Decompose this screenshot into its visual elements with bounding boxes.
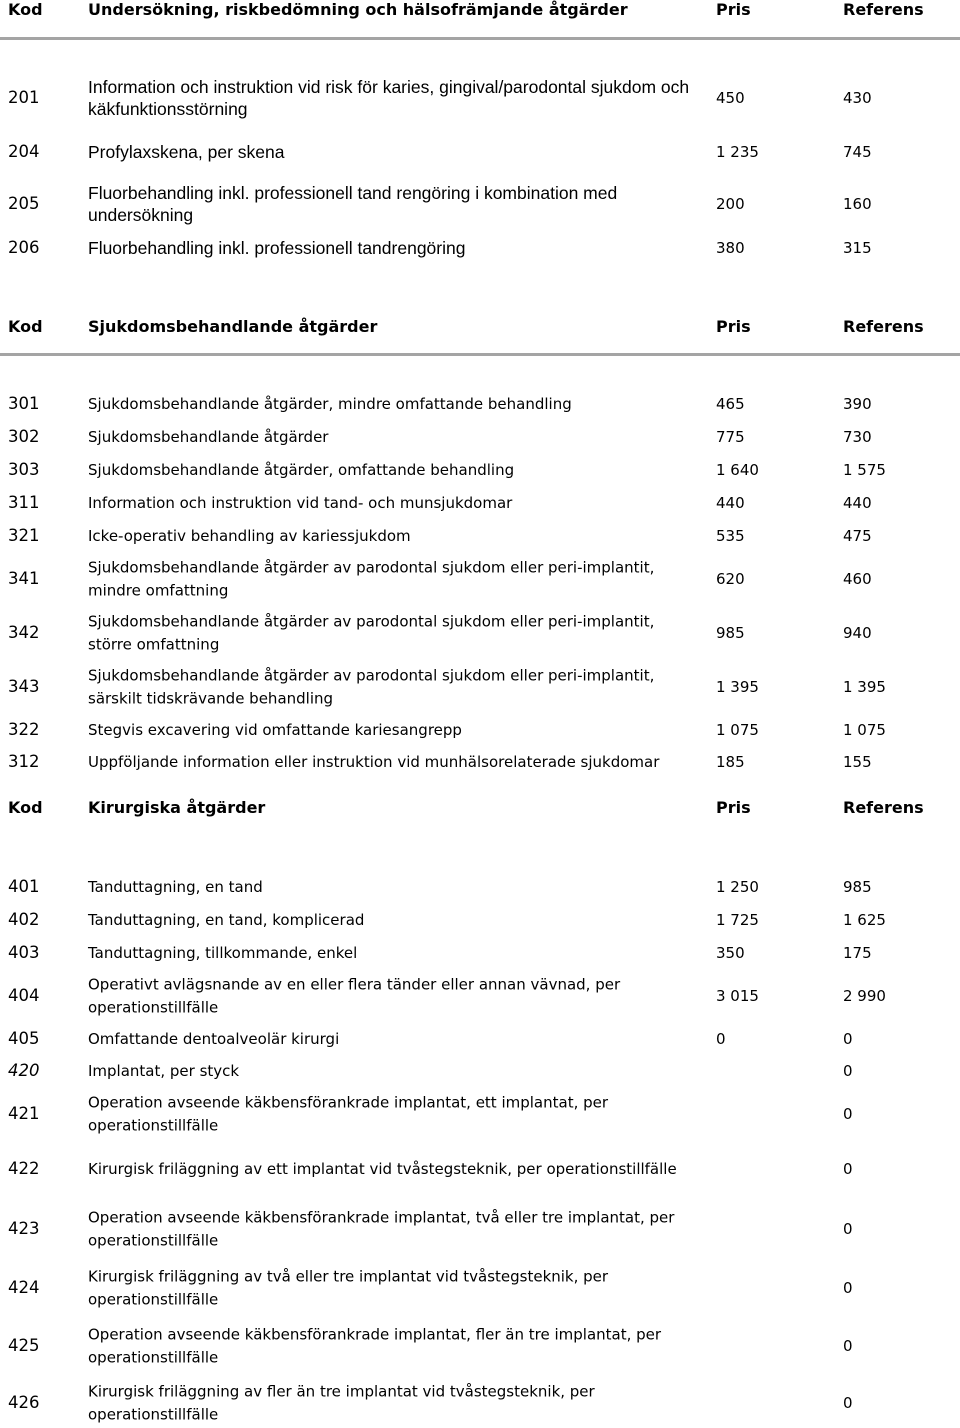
table-row (0, 941, 960, 965)
table-row (0, 664, 960, 710)
section-title: Undersökning, riskbedömning och hälsofrämjande åtgärder (88, 0, 628, 19)
column-header-code: Kod (8, 0, 43, 19)
description-line: Tanduttagning, en tand, komplicerad (88, 910, 365, 929)
table-row (0, 556, 960, 602)
price-cell: 3 015 (716, 987, 759, 1005)
code-cell: 311 (8, 493, 40, 512)
code-cell: 405 (8, 1029, 40, 1048)
code-cell: 341 (8, 569, 40, 588)
reference-cell: 175 (843, 944, 872, 962)
description-cell (88, 751, 659, 774)
description-cell (88, 141, 285, 163)
description-line: Kirurgisk friläggning av två eller tre implantat vid tvåstegsteknik, per (88, 1267, 609, 1286)
code-cell: 425 (8, 1336, 40, 1355)
reference-cell: 155 (843, 753, 872, 771)
price-cell: 200 (716, 195, 745, 213)
description-cell (88, 1266, 608, 1311)
code-cell: 206 (8, 238, 40, 257)
table-row (0, 1206, 960, 1252)
reference-cell: 0 (843, 1030, 853, 1048)
code-cell: 422 (8, 1159, 40, 1178)
description-cell (88, 237, 465, 259)
code-cell: 303 (8, 460, 40, 479)
code-cell: 205 (8, 194, 40, 213)
reference-cell: 1 395 (843, 678, 886, 696)
description-line: Information och instruktion vid tand- och munsjukdomar (88, 493, 513, 512)
table-row (0, 75, 960, 121)
description-line: Uppföljande information eller instruktion vid munhälsorelaterade sjukdomar (88, 752, 660, 771)
price-cell: 1 235 (716, 143, 759, 161)
reference-cell: 0 (843, 1279, 853, 1297)
description-cell (88, 1060, 239, 1083)
column-header-price: Pris (716, 798, 751, 817)
description-line: operationstillfälle (88, 1290, 219, 1308)
code-cell: 343 (8, 677, 40, 696)
description-line: Kirurgisk friläggning av fler än tre implantat vid tvåstegsteknik, per (88, 1382, 595, 1401)
table-row (0, 458, 960, 482)
section-title: Kirurgiska åtgärder (88, 798, 266, 817)
code-cell: 423 (8, 1219, 40, 1238)
description-line: käkfunktionsstörning (88, 99, 248, 119)
description-line: Operativt avlägsnande av en eller flera tänder eller annan vävnad, per (88, 975, 621, 994)
description-line: Profylaxskena, per skena (88, 142, 285, 162)
table-row (0, 1027, 960, 1051)
price-cell: 1 075 (716, 721, 759, 739)
price-cell: 985 (716, 624, 745, 642)
description-line: Stegvis excavering vid omfattande kariesangrepp (88, 720, 462, 739)
column-header-reference: Referens (843, 317, 924, 336)
reference-cell: 940 (843, 624, 872, 642)
price-cell: 0 (716, 1030, 726, 1048)
description-line: Information och instruktion vid risk för karies, gingival/parodontal sjukdom och (88, 77, 690, 97)
description-cell (88, 182, 617, 226)
table-row (0, 491, 960, 515)
column-header-code: Kod (8, 317, 43, 336)
description-line: Implantat, per styck (88, 1061, 240, 1080)
table-row (0, 750, 960, 774)
table-row (0, 1091, 960, 1137)
reference-cell: 1 075 (843, 721, 886, 739)
code-cell: 403 (8, 943, 40, 962)
reference-cell: 2 990 (843, 987, 886, 1005)
code-cell: 420 (8, 1061, 40, 1080)
table-row (0, 392, 960, 416)
code-cell: 421 (8, 1104, 40, 1123)
price-cell: 465 (716, 395, 745, 413)
description-line: Operation avseende käkbensförankrade implantat, fler än tre implantat, per (88, 1325, 662, 1344)
description-cell (88, 525, 411, 548)
description-line: Sjukdomsbehandlande åtgärder av parodontal sjukdom eller peri-implantit, (88, 558, 655, 577)
reference-cell: 1 575 (843, 461, 886, 479)
section-header (0, 317, 960, 337)
description-line: Operation avseende käkbensförankrade implantat, ett implantat, per (88, 1093, 609, 1112)
description-cell (88, 876, 263, 899)
reference-cell: 315 (843, 239, 872, 257)
table-row (0, 1059, 960, 1083)
code-cell: 322 (8, 720, 40, 739)
description-line: Omfattande dentoalveolär kirurgi (88, 1029, 340, 1048)
table-row (0, 425, 960, 449)
description-line: Fluorbehandling inkl. professionell tandrengöring (88, 238, 466, 258)
reference-cell: 0 (843, 1394, 853, 1412)
price-cell: 535 (716, 527, 745, 545)
description-cell (88, 1028, 339, 1051)
description-cell (88, 459, 514, 482)
description-line: Operation avseende käkbensförankrade implantat, två eller tre implantat, per (88, 1208, 675, 1227)
description-cell (88, 1158, 677, 1181)
reference-cell: 0 (843, 1105, 853, 1123)
table-row (0, 610, 960, 656)
description-line: Sjukdomsbehandlande åtgärder av parodontal sjukdom eller peri-implantit, (88, 612, 655, 631)
table-row (0, 1157, 960, 1181)
section-title: Sjukdomsbehandlande åtgärder (88, 317, 378, 336)
description-cell (88, 393, 572, 416)
table-row (0, 236, 960, 260)
table-row (0, 973, 960, 1019)
price-cell: 450 (716, 89, 745, 107)
description-line: Sjukdomsbehandlande åtgärder (88, 427, 329, 446)
code-cell: 312 (8, 752, 40, 771)
reference-cell: 440 (843, 494, 872, 512)
code-cell: 301 (8, 394, 40, 413)
description-cell (88, 909, 364, 932)
reference-cell: 390 (843, 395, 872, 413)
reference-cell: 985 (843, 878, 872, 896)
description-line: operationstillfälle (88, 1116, 219, 1134)
code-cell: 426 (8, 1393, 40, 1412)
table-row (0, 1323, 960, 1369)
section-divider (0, 37, 960, 40)
description-line: mindre omfattning (88, 581, 229, 599)
description-cell (88, 974, 620, 1019)
description-line: större omfattning (88, 635, 220, 653)
description-line: Icke-operativ behandling av kariessjukdom (88, 526, 411, 545)
table-row (0, 875, 960, 899)
column-header-price: Pris (716, 317, 751, 336)
description-cell (88, 611, 654, 656)
description-line: undersökning (88, 205, 194, 225)
column-header-code: Kod (8, 798, 43, 817)
reference-cell: 0 (843, 1062, 853, 1080)
code-cell: 404 (8, 986, 40, 1005)
reference-cell: 1 625 (843, 911, 886, 929)
table-row (0, 1380, 960, 1426)
reference-cell: 0 (843, 1220, 853, 1238)
description-line: särskilt tidskrävande behandling (88, 689, 334, 707)
code-cell: 402 (8, 910, 40, 929)
price-cell: 775 (716, 428, 745, 446)
section-header (0, 798, 960, 818)
description-line: operationstillfälle (88, 1348, 219, 1366)
description-line: Sjukdomsbehandlande åtgärder, mindre omfattande behandling (88, 394, 572, 413)
price-cell: 1 395 (716, 678, 759, 696)
description-line: Sjukdomsbehandlande åtgärder, omfattande behandling (88, 460, 515, 479)
code-cell: 201 (8, 88, 40, 107)
code-cell: 321 (8, 526, 40, 545)
description-cell (88, 942, 357, 965)
column-header-price: Pris (716, 0, 751, 19)
table-row (0, 524, 960, 548)
table-row (0, 181, 960, 227)
reference-cell: 730 (843, 428, 872, 446)
code-cell: 401 (8, 877, 40, 896)
column-header-reference: Referens (843, 0, 924, 19)
description-line: Tanduttagning, en tand (88, 877, 263, 896)
description-line: operationstillfälle (88, 1405, 219, 1423)
description-line: Kirurgisk friläggning av ett implantat vid tvåstegsteknik, per operationstillfälle (88, 1159, 677, 1178)
reference-cell: 160 (843, 195, 872, 213)
code-cell: 424 (8, 1278, 40, 1297)
reference-cell: 460 (843, 570, 872, 588)
code-cell: 302 (8, 427, 40, 446)
description-line: operationstillfälle (88, 1231, 219, 1249)
reference-cell: 430 (843, 89, 872, 107)
price-cell: 185 (716, 753, 745, 771)
description-cell (88, 1092, 608, 1137)
description-cell (88, 1381, 595, 1426)
reference-cell: 0 (843, 1337, 853, 1355)
reference-cell: 745 (843, 143, 872, 161)
price-cell: 620 (716, 570, 745, 588)
section-divider (0, 353, 960, 356)
table-row (0, 718, 960, 742)
price-cell: 1 725 (716, 911, 759, 929)
description-cell (88, 557, 654, 602)
price-cell: 440 (716, 494, 745, 512)
description-line: Sjukdomsbehandlande åtgärder av parodontal sjukdom eller peri-implantit, (88, 666, 655, 685)
column-header-reference: Referens (843, 798, 924, 817)
description-cell (88, 1324, 661, 1369)
description-cell (88, 76, 689, 120)
description-line: operationstillfälle (88, 998, 219, 1016)
code-cell: 204 (8, 142, 40, 161)
section-header (0, 0, 960, 20)
price-cell: 1 250 (716, 878, 759, 896)
description-cell (88, 492, 512, 515)
description-cell (88, 1207, 674, 1252)
description-line: Fluorbehandling inkl. professionell tand rengöring i kombination med (88, 183, 618, 203)
price-cell: 350 (716, 944, 745, 962)
description-cell (88, 665, 654, 710)
table-row (0, 1265, 960, 1311)
code-cell: 342 (8, 623, 40, 642)
description-cell (88, 426, 328, 449)
table-row (0, 908, 960, 932)
table-row (0, 140, 960, 164)
reference-cell: 475 (843, 527, 872, 545)
description-line: Tanduttagning, tillkommande, enkel (88, 943, 358, 962)
reference-cell: 0 (843, 1160, 853, 1178)
price-cell: 1 640 (716, 461, 759, 479)
price-cell: 380 (716, 239, 745, 257)
description-cell (88, 719, 462, 742)
